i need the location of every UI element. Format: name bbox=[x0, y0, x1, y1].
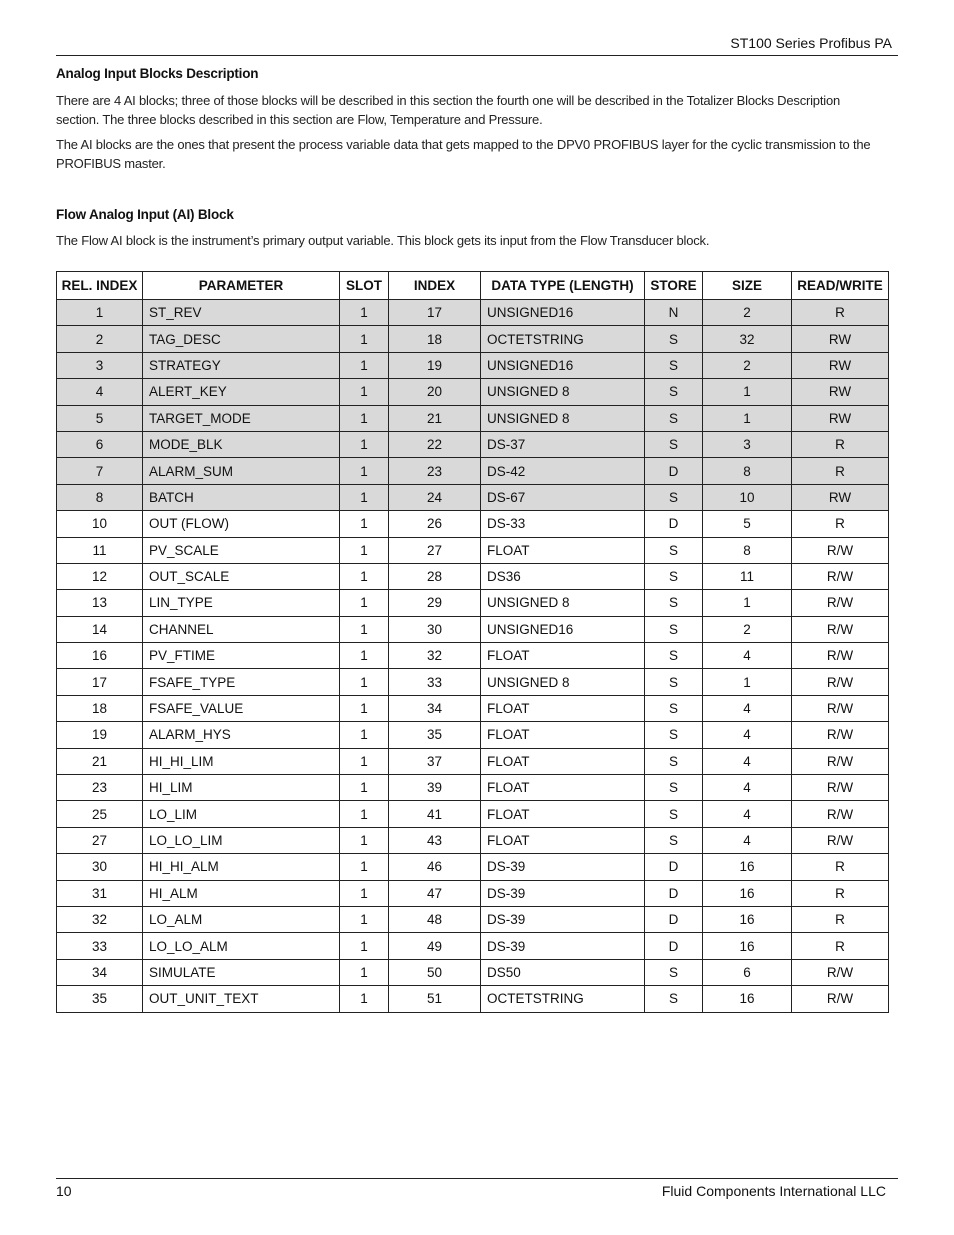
cell-parameter: MODE_BLK bbox=[143, 431, 340, 457]
cell-slot: 1 bbox=[340, 959, 389, 985]
cell-rel-index: 7 bbox=[57, 458, 143, 484]
column-header-data-type: DATA TYPE (LENGTH) bbox=[481, 272, 645, 300]
table-row bbox=[57, 511, 889, 537]
cell-index: 46 bbox=[389, 854, 481, 880]
cell-slot: 1 bbox=[340, 484, 389, 510]
cell-read-write: R bbox=[792, 431, 889, 457]
cell-store: S bbox=[645, 775, 703, 801]
column-header-index: INDEX bbox=[389, 272, 481, 300]
cell-read-write: R/W bbox=[792, 669, 889, 695]
cell-data-type: DS-39 bbox=[481, 854, 645, 880]
cell-slot: 1 bbox=[340, 511, 389, 537]
cell-read-write: R bbox=[792, 854, 889, 880]
cell-slot: 1 bbox=[340, 880, 389, 906]
cell-slot: 1 bbox=[340, 643, 389, 669]
cell-size: 4 bbox=[703, 827, 792, 853]
cell-rel-index: 30 bbox=[57, 854, 143, 880]
cell-store: N bbox=[645, 300, 703, 326]
cell-store: S bbox=[645, 827, 703, 853]
cell-slot: 1 bbox=[340, 669, 389, 695]
cell-read-write: R/W bbox=[792, 775, 889, 801]
cell-slot: 1 bbox=[340, 801, 389, 827]
cell-read-write: R/W bbox=[792, 722, 889, 748]
cell-parameter: TARGET_MODE bbox=[143, 405, 340, 431]
cell-index: 43 bbox=[389, 827, 481, 853]
cell-data-type: DS-42 bbox=[481, 458, 645, 484]
cell-slot: 1 bbox=[340, 537, 389, 563]
cell-slot: 1 bbox=[340, 352, 389, 378]
cell-size: 6 bbox=[703, 959, 792, 985]
cell-store: S bbox=[645, 590, 703, 616]
cell-parameter: HI_LIM bbox=[143, 775, 340, 801]
cell-parameter: ALARM_SUM bbox=[143, 458, 340, 484]
cell-data-type: FLOAT bbox=[481, 801, 645, 827]
cell-data-type: DS50 bbox=[481, 959, 645, 985]
table-row bbox=[57, 405, 889, 431]
cell-size: 10 bbox=[703, 484, 792, 510]
cell-data-type: UNSIGNED16 bbox=[481, 300, 645, 326]
cell-index: 22 bbox=[389, 431, 481, 457]
cell-size: 4 bbox=[703, 775, 792, 801]
table-row bbox=[57, 537, 889, 563]
table-row bbox=[57, 722, 889, 748]
table-body bbox=[57, 300, 889, 1013]
cell-size: 2 bbox=[703, 300, 792, 326]
cell-slot: 1 bbox=[340, 748, 389, 774]
cell-index: 37 bbox=[389, 748, 481, 774]
cell-index: 21 bbox=[389, 405, 481, 431]
cell-rel-index: 14 bbox=[57, 616, 143, 642]
cell-index: 33 bbox=[389, 669, 481, 695]
cell-store: S bbox=[645, 643, 703, 669]
column-header-rel-index: REL. INDEX bbox=[57, 272, 143, 300]
table-row bbox=[57, 563, 889, 589]
cell-index: 41 bbox=[389, 801, 481, 827]
cell-rel-index: 11 bbox=[57, 537, 143, 563]
table-row bbox=[57, 616, 889, 642]
cell-parameter: FSAFE_TYPE bbox=[143, 669, 340, 695]
cell-data-type: FLOAT bbox=[481, 748, 645, 774]
cell-slot: 1 bbox=[340, 379, 389, 405]
cell-parameter: ALARM_HYS bbox=[143, 722, 340, 748]
cell-read-write: R bbox=[792, 933, 889, 959]
cell-rel-index: 16 bbox=[57, 643, 143, 669]
cell-rel-index: 18 bbox=[57, 695, 143, 721]
cell-store: S bbox=[645, 484, 703, 510]
cell-index: 24 bbox=[389, 484, 481, 510]
cell-parameter: SIMULATE bbox=[143, 959, 340, 985]
cell-read-write: R/W bbox=[792, 616, 889, 642]
table-row bbox=[57, 458, 889, 484]
cell-index: 51 bbox=[389, 986, 481, 1012]
cell-slot: 1 bbox=[340, 326, 389, 352]
cell-index: 47 bbox=[389, 880, 481, 906]
cell-parameter: PV_FTIME bbox=[143, 643, 340, 669]
cell-rel-index: 5 bbox=[57, 405, 143, 431]
cell-size: 4 bbox=[703, 748, 792, 774]
cell-read-write: R bbox=[792, 458, 889, 484]
cell-rel-index: 33 bbox=[57, 933, 143, 959]
cell-rel-index: 13 bbox=[57, 590, 143, 616]
cell-data-type: UNSIGNED 8 bbox=[481, 669, 645, 695]
cell-size: 11 bbox=[703, 563, 792, 589]
cell-size: 4 bbox=[703, 722, 792, 748]
cell-store: S bbox=[645, 669, 703, 695]
cell-read-write: R bbox=[792, 880, 889, 906]
section-heading-analog-input: Analog Input Blocks Description bbox=[56, 66, 259, 81]
cell-store: S bbox=[645, 695, 703, 721]
table-row bbox=[57, 695, 889, 721]
table-row bbox=[57, 906, 889, 932]
cell-store: S bbox=[645, 431, 703, 457]
cell-parameter: OUT_UNIT_TEXT bbox=[143, 986, 340, 1012]
cell-index: 50 bbox=[389, 959, 481, 985]
cell-index: 19 bbox=[389, 352, 481, 378]
cell-size: 3 bbox=[703, 431, 792, 457]
cell-read-write: R/W bbox=[792, 695, 889, 721]
cell-data-type: DS-33 bbox=[481, 511, 645, 537]
cell-size: 16 bbox=[703, 986, 792, 1012]
cell-slot: 1 bbox=[340, 775, 389, 801]
cell-store: S bbox=[645, 986, 703, 1012]
cell-rel-index: 21 bbox=[57, 748, 143, 774]
header-rule bbox=[56, 55, 898, 56]
cell-rel-index: 34 bbox=[57, 959, 143, 985]
cell-index: 17 bbox=[389, 300, 481, 326]
cell-data-type: UNSIGNED 8 bbox=[481, 379, 645, 405]
cell-data-type: DS-37 bbox=[481, 431, 645, 457]
footer-company: Fluid Components International LLC bbox=[661, 1183, 886, 1199]
running-header: ST100 Series Profibus PA bbox=[730, 35, 892, 51]
cell-data-type: UNSIGNED 8 bbox=[481, 405, 645, 431]
cell-index: 49 bbox=[389, 933, 481, 959]
cell-read-write: RW bbox=[792, 379, 889, 405]
cell-store: S bbox=[645, 801, 703, 827]
cell-parameter: HI_ALM bbox=[143, 880, 340, 906]
cell-size: 1 bbox=[703, 590, 792, 616]
cell-slot: 1 bbox=[340, 590, 389, 616]
cell-rel-index: 19 bbox=[57, 722, 143, 748]
cell-rel-index: 25 bbox=[57, 801, 143, 827]
cell-data-type: FLOAT bbox=[481, 827, 645, 853]
cell-index: 26 bbox=[389, 511, 481, 537]
table-row bbox=[57, 431, 889, 457]
cell-read-write: RW bbox=[792, 405, 889, 431]
cell-parameter: OUT (FLOW) bbox=[143, 511, 340, 537]
cell-slot: 1 bbox=[340, 563, 389, 589]
table-row bbox=[57, 643, 889, 669]
cell-rel-index: 12 bbox=[57, 563, 143, 589]
table-row bbox=[57, 484, 889, 510]
table-row bbox=[57, 801, 889, 827]
cell-rel-index: 35 bbox=[57, 986, 143, 1012]
cell-size: 16 bbox=[703, 854, 792, 880]
cell-rel-index: 23 bbox=[57, 775, 143, 801]
paragraph-flow-ai: The Flow AI block is the instrument’s primary output variable. This block gets its input from the Flow Transducer block. bbox=[56, 233, 710, 248]
cell-parameter: LO_LO_ALM bbox=[143, 933, 340, 959]
table-row bbox=[57, 326, 889, 352]
cell-size: 16 bbox=[703, 880, 792, 906]
cell-size: 2 bbox=[703, 352, 792, 378]
cell-read-write: RW bbox=[792, 484, 889, 510]
cell-parameter: CHANNEL bbox=[143, 616, 340, 642]
cell-store: S bbox=[645, 379, 703, 405]
table-row bbox=[57, 352, 889, 378]
cell-index: 27 bbox=[389, 537, 481, 563]
cell-data-type: OCTETSTRING bbox=[481, 326, 645, 352]
cell-store: S bbox=[645, 722, 703, 748]
cell-size: 8 bbox=[703, 537, 792, 563]
parameter-table bbox=[56, 271, 889, 1013]
cell-index: 32 bbox=[389, 643, 481, 669]
cell-data-type: UNSIGNED16 bbox=[481, 352, 645, 378]
cell-slot: 1 bbox=[340, 695, 389, 721]
cell-store: D bbox=[645, 933, 703, 959]
footer-rule bbox=[56, 1178, 898, 1179]
table-row bbox=[57, 590, 889, 616]
cell-read-write: R/W bbox=[792, 563, 889, 589]
cell-size: 5 bbox=[703, 511, 792, 537]
column-header-read-write: READ/WRITE bbox=[792, 272, 889, 300]
cell-rel-index: 1 bbox=[57, 300, 143, 326]
cell-index: 18 bbox=[389, 326, 481, 352]
cell-parameter: LO_ALM bbox=[143, 906, 340, 932]
cell-rel-index: 2 bbox=[57, 326, 143, 352]
cell-store: D bbox=[645, 511, 703, 537]
cell-index: 34 bbox=[389, 695, 481, 721]
cell-slot: 1 bbox=[340, 405, 389, 431]
cell-data-type: DS-39 bbox=[481, 933, 645, 959]
cell-rel-index: 27 bbox=[57, 827, 143, 853]
cell-size: 1 bbox=[703, 379, 792, 405]
cell-slot: 1 bbox=[340, 431, 389, 457]
cell-size: 16 bbox=[703, 933, 792, 959]
cell-size: 4 bbox=[703, 643, 792, 669]
table-row bbox=[57, 854, 889, 880]
cell-slot: 1 bbox=[340, 906, 389, 932]
cell-size: 2 bbox=[703, 616, 792, 642]
cell-data-type: DS-67 bbox=[481, 484, 645, 510]
cell-parameter: LO_LIM bbox=[143, 801, 340, 827]
cell-slot: 1 bbox=[340, 854, 389, 880]
cell-rel-index: 17 bbox=[57, 669, 143, 695]
page-number: 10 bbox=[56, 1183, 72, 1199]
cell-slot: 1 bbox=[340, 933, 389, 959]
table-row bbox=[57, 669, 889, 695]
cell-data-type: DS-39 bbox=[481, 906, 645, 932]
cell-parameter: OUT_SCALE bbox=[143, 563, 340, 589]
cell-index: 30 bbox=[389, 616, 481, 642]
cell-read-write: R/W bbox=[792, 801, 889, 827]
cell-store: D bbox=[645, 458, 703, 484]
cell-index: 39 bbox=[389, 775, 481, 801]
cell-size: 1 bbox=[703, 669, 792, 695]
column-header-slot: SLOT bbox=[340, 272, 389, 300]
cell-parameter: BATCH bbox=[143, 484, 340, 510]
cell-slot: 1 bbox=[340, 458, 389, 484]
cell-rel-index: 10 bbox=[57, 511, 143, 537]
cell-read-write: R bbox=[792, 906, 889, 932]
table-row bbox=[57, 959, 889, 985]
cell-read-write: R/W bbox=[792, 643, 889, 669]
cell-store: S bbox=[645, 537, 703, 563]
cell-index: 48 bbox=[389, 906, 481, 932]
cell-size: 8 bbox=[703, 458, 792, 484]
cell-read-write: R bbox=[792, 300, 889, 326]
cell-slot: 1 bbox=[340, 986, 389, 1012]
cell-size: 32 bbox=[703, 326, 792, 352]
cell-read-write: R/W bbox=[792, 986, 889, 1012]
cell-store: S bbox=[645, 563, 703, 589]
table-row bbox=[57, 300, 889, 326]
cell-read-write: R/W bbox=[792, 827, 889, 853]
cell-slot: 1 bbox=[340, 300, 389, 326]
cell-store: S bbox=[645, 352, 703, 378]
column-header-parameter: PARAMETER bbox=[143, 272, 340, 300]
cell-store: S bbox=[645, 326, 703, 352]
cell-size: 1 bbox=[703, 405, 792, 431]
table-row bbox=[57, 933, 889, 959]
cell-parameter: FSAFE_VALUE bbox=[143, 695, 340, 721]
cell-parameter: HI_HI_ALM bbox=[143, 854, 340, 880]
cell-data-type: FLOAT bbox=[481, 537, 645, 563]
cell-read-write: R/W bbox=[792, 959, 889, 985]
table-header-row bbox=[57, 272, 889, 300]
cell-rel-index: 32 bbox=[57, 906, 143, 932]
cell-data-type: DS-39 bbox=[481, 880, 645, 906]
cell-store: S bbox=[645, 405, 703, 431]
cell-data-type: FLOAT bbox=[481, 722, 645, 748]
cell-rel-index: 31 bbox=[57, 880, 143, 906]
column-header-size: SIZE bbox=[703, 272, 792, 300]
cell-rel-index: 6 bbox=[57, 431, 143, 457]
cell-rel-index: 3 bbox=[57, 352, 143, 378]
cell-parameter: HI_HI_LIM bbox=[143, 748, 340, 774]
section-heading-flow-ai: Flow Analog Input (AI) Block bbox=[56, 207, 234, 222]
cell-store: S bbox=[645, 959, 703, 985]
cell-size: 4 bbox=[703, 695, 792, 721]
cell-size: 4 bbox=[703, 801, 792, 827]
cell-size: 16 bbox=[703, 906, 792, 932]
cell-read-write: R/W bbox=[792, 537, 889, 563]
cell-read-write: RW bbox=[792, 352, 889, 378]
cell-data-type: UNSIGNED16 bbox=[481, 616, 645, 642]
cell-parameter: PV_SCALE bbox=[143, 537, 340, 563]
paragraph-ai-blocks-count: There are 4 AI blocks; three of those blocks will be described in this section the fourth one will be described in the Totalizer Blocks Description section. The three blocks described in this section are Flow, Temperature and Pressure. bbox=[56, 93, 841, 127]
cell-data-type: OCTETSTRING bbox=[481, 986, 645, 1012]
cell-store: S bbox=[645, 616, 703, 642]
cell-store: S bbox=[645, 748, 703, 774]
cell-parameter: STRATEGY bbox=[143, 352, 340, 378]
table-row bbox=[57, 379, 889, 405]
cell-parameter: TAG_DESC bbox=[143, 326, 340, 352]
cell-store: D bbox=[645, 906, 703, 932]
cell-index: 29 bbox=[389, 590, 481, 616]
cell-slot: 1 bbox=[340, 616, 389, 642]
cell-slot: 1 bbox=[340, 827, 389, 853]
table-row bbox=[57, 827, 889, 853]
cell-data-type: UNSIGNED 8 bbox=[481, 590, 645, 616]
cell-index: 23 bbox=[389, 458, 481, 484]
cell-parameter: LIN_TYPE bbox=[143, 590, 340, 616]
cell-read-write: R/W bbox=[792, 748, 889, 774]
table-row bbox=[57, 880, 889, 906]
cell-index: 20 bbox=[389, 379, 481, 405]
cell-slot: 1 bbox=[340, 722, 389, 748]
cell-index: 28 bbox=[389, 563, 481, 589]
cell-data-type: FLOAT bbox=[481, 643, 645, 669]
paragraph-ai-blocks-purpose: The AI blocks are the ones that present the process variable data that gets mapped to the DPV0 PROFIBUS layer for the cyclic transmission to the PROFIBUS master. bbox=[56, 137, 871, 171]
table-row bbox=[57, 748, 889, 774]
cell-parameter: LO_LO_LIM bbox=[143, 827, 340, 853]
cell-data-type: FLOAT bbox=[481, 695, 645, 721]
table-row bbox=[57, 775, 889, 801]
cell-read-write: RW bbox=[792, 326, 889, 352]
cell-read-write: R/W bbox=[792, 590, 889, 616]
cell-store: D bbox=[645, 880, 703, 906]
cell-parameter: ALERT_KEY bbox=[143, 379, 340, 405]
column-header-store: STORE bbox=[645, 272, 703, 300]
cell-read-write: R bbox=[792, 511, 889, 537]
cell-rel-index: 8 bbox=[57, 484, 143, 510]
cell-data-type: FLOAT bbox=[481, 775, 645, 801]
cell-data-type: DS36 bbox=[481, 563, 645, 589]
table-row bbox=[57, 986, 889, 1012]
cell-store: D bbox=[645, 854, 703, 880]
cell-rel-index: 4 bbox=[57, 379, 143, 405]
cell-index: 35 bbox=[389, 722, 481, 748]
cell-parameter: ST_REV bbox=[143, 300, 340, 326]
